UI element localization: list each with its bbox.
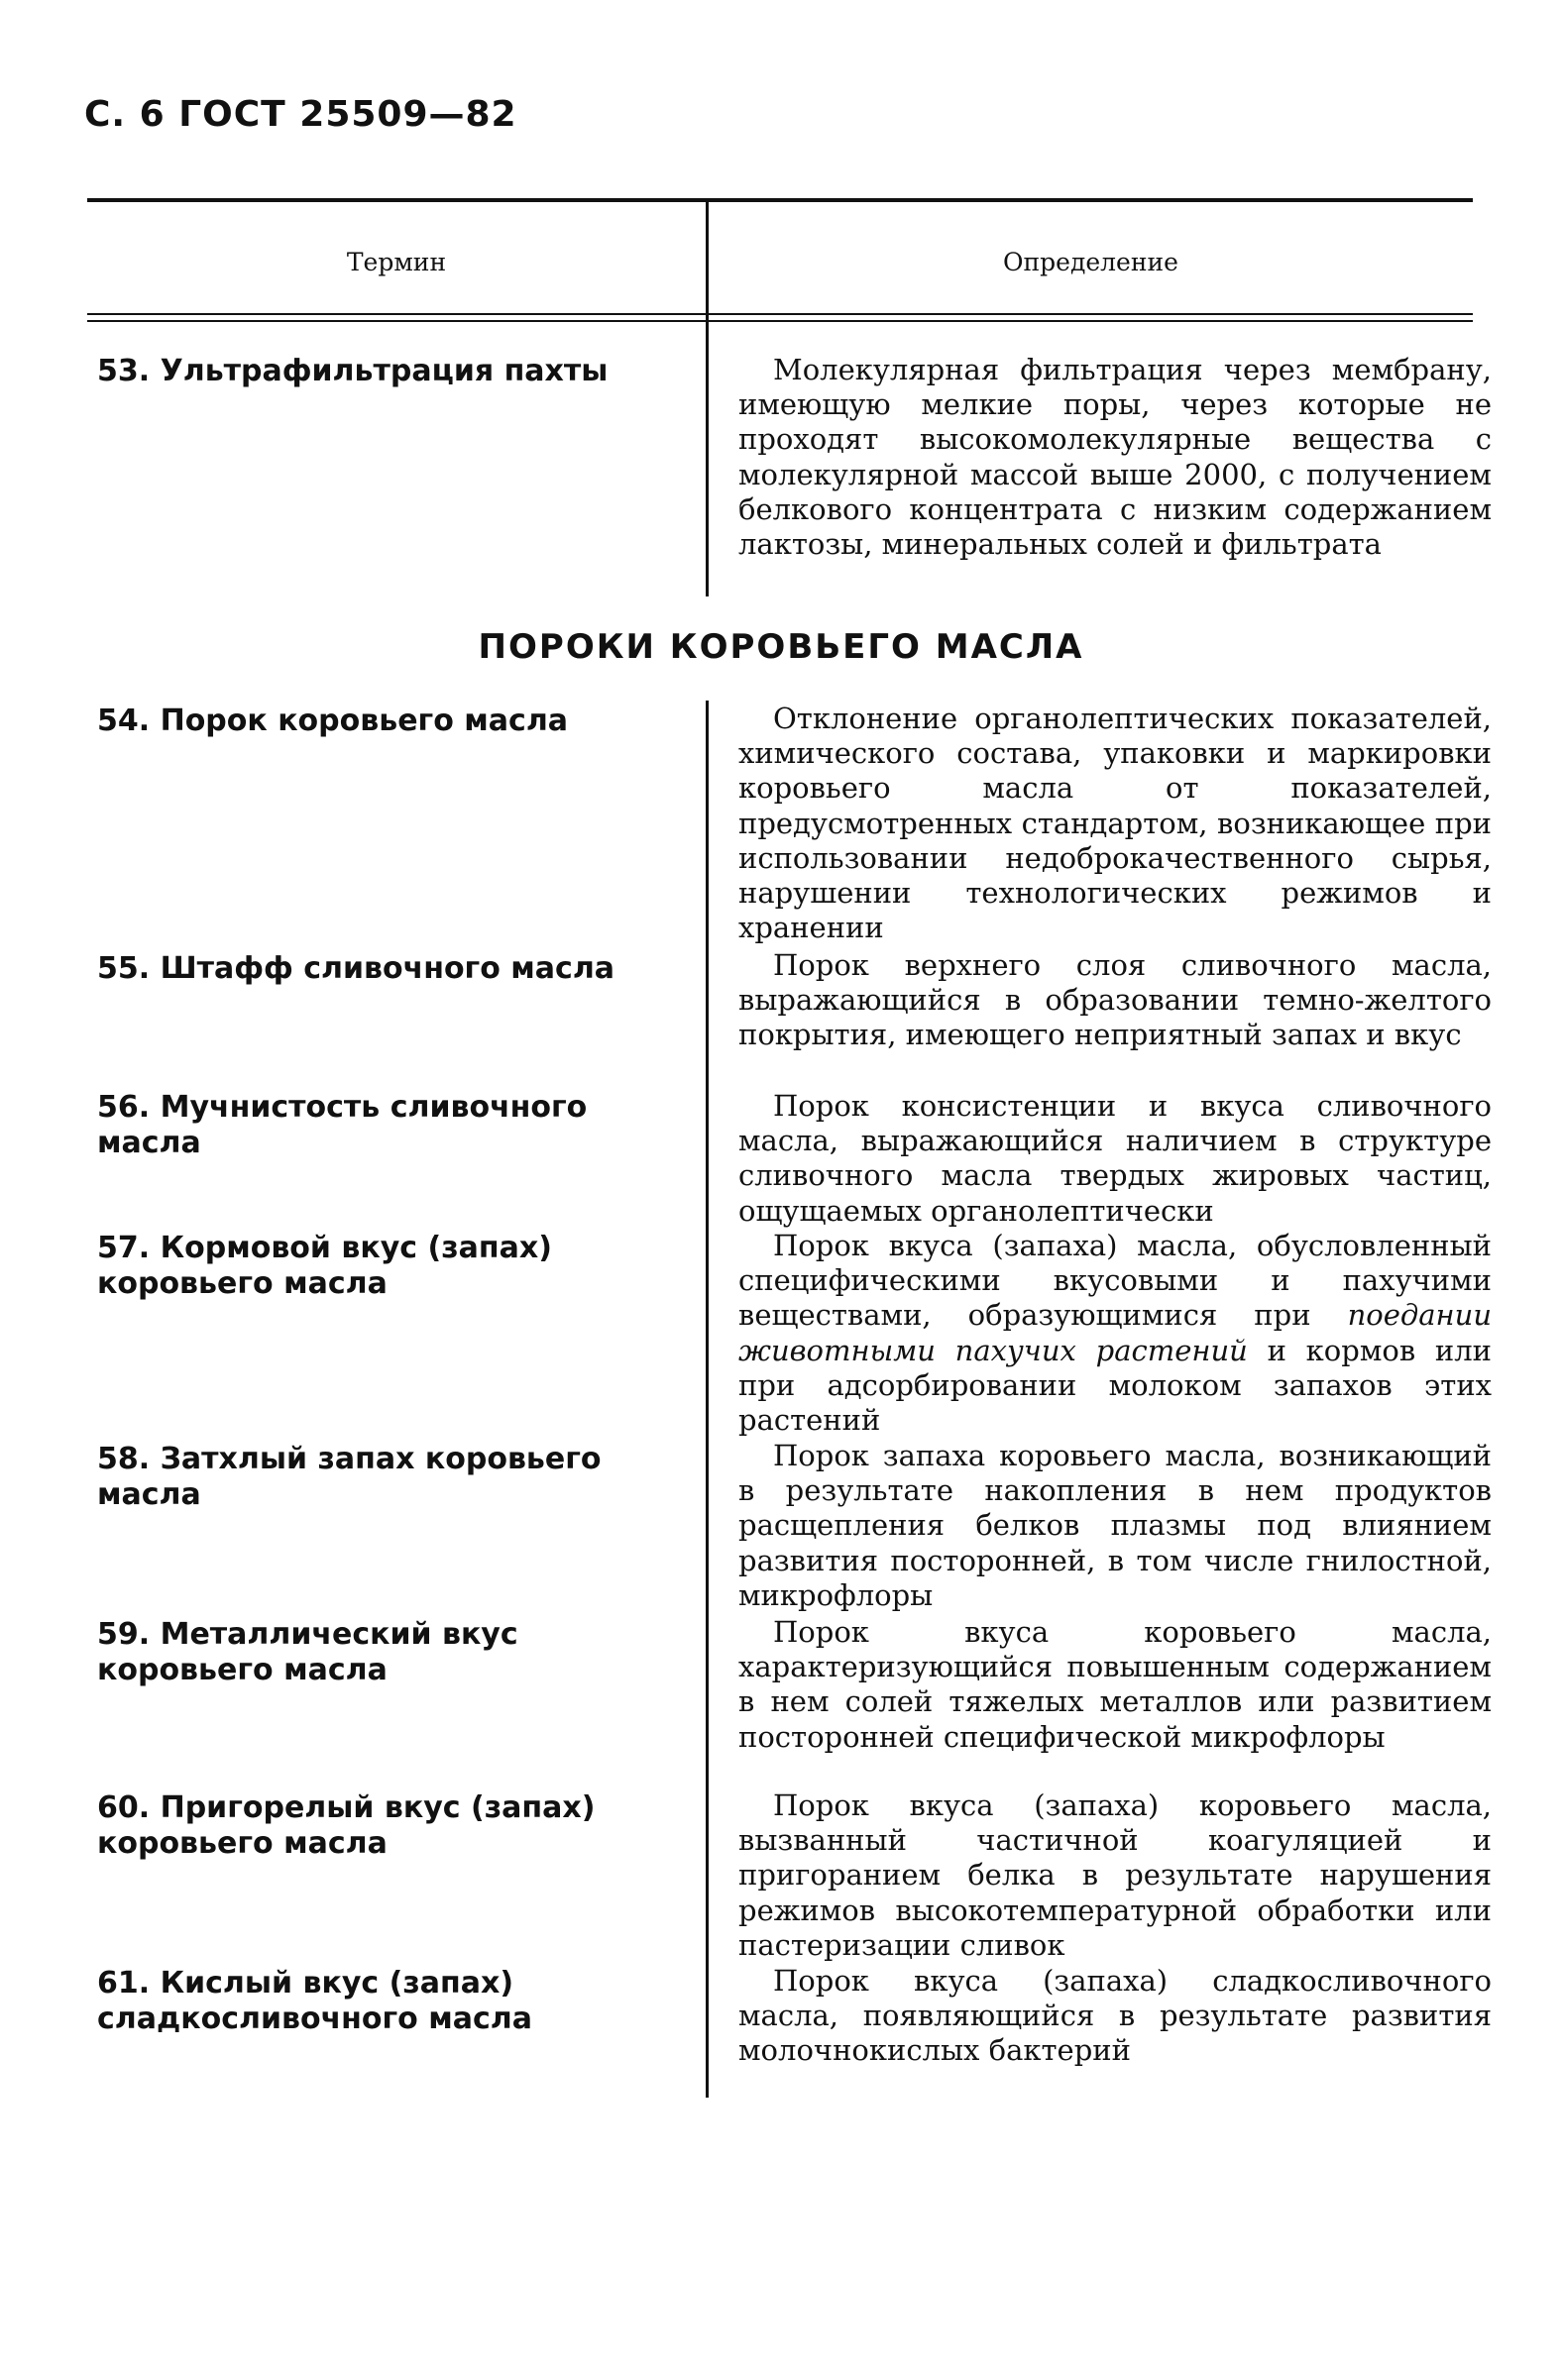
term-61: 61. Кислый вкус (запах) сладкосливочного масла bbox=[97, 1966, 532, 2036]
definition-53-text: Молекулярная фильтрация через мембрану, имеющую мелкие поры, через которые не проходят высокомолекулярные вещества с молекулярной массой выше 2000, с получением белкового концентрата с низким содержанием лактозы, минеральных солей и фильтрата bbox=[738, 353, 1492, 562]
definition-59-text: Порок вкуса коровьего масла, характеризующийся повышенным содержанием в нем солей тяжелых металлов или развитием посторонней специфической микрофлоры bbox=[738, 1615, 1492, 1754]
definition-58-text: Порок запаха коровьего масла, возникающий в результате накопления в нем продуктов расщепления белков плазмы под влиянием развития посторонней, в том числе гнилостной, микрофлоры bbox=[738, 1439, 1492, 1612]
section-title: ПОРОКИ КОРОВЬЕГО МАСЛА bbox=[478, 627, 1084, 667]
column-header-definition: Определение bbox=[1003, 248, 1178, 276]
definition-61-text: Порок вкуса (запаха) сладкосливочного масла, появляющийся в результате развития молочнокислых бактерий bbox=[738, 1964, 1492, 2068]
definition-55 bbox=[738, 948, 1492, 1053]
definition-54-text: Отклонение органолептических показателей, химического состава, упаковки и маркировки коровьего масла от показателей, предусмотренных стандартом, возникающее при использовании недоброкачественного сырья, нарушении технологических режимов и хранении bbox=[738, 702, 1492, 945]
definition-57-text-b: и кормов или при адсорбировании молоком запахов этих растений bbox=[738, 1333, 1493, 1438]
term-59: 59. Металлический вкус коровьего масла bbox=[97, 1617, 518, 1687]
term-56: 56. Мучнистость сливочного масла bbox=[97, 1090, 588, 1160]
page-header: С. 6 ГОСТ 25509—82 bbox=[84, 94, 517, 135]
definition-61 bbox=[738, 1964, 1492, 2069]
term-55: 55. Штафф сливочного масла bbox=[97, 951, 615, 986]
definition-58 bbox=[738, 1439, 1492, 1613]
header-bottom-rule bbox=[87, 313, 1473, 315]
definition-56 bbox=[738, 1089, 1492, 1229]
definition-54 bbox=[738, 702, 1492, 945]
term-57: 57. Кормовой вкус (запах) коровьего масла bbox=[97, 1231, 552, 1301]
column-divider-bottom bbox=[706, 701, 709, 2098]
term-58: 58. Затхлый запах коровьего масла bbox=[97, 1442, 602, 1512]
definition-57-italic: поедании животными пахучих растений bbox=[738, 1298, 1493, 1367]
definition-59 bbox=[738, 1615, 1492, 1755]
definition-53 bbox=[738, 353, 1492, 562]
definition-55-text: Порок верхнего слоя сливочного масла, выражающийся в образовании темно-желтого покрытия, имеющего неприятный запах и вкус bbox=[738, 948, 1492, 1052]
definition-57-text-a: Порок вкуса (запаха) масла, обусловленный специфическими вкусовыми и пахучими веществами, образующимися при bbox=[738, 1229, 1492, 1333]
column-header-term: Термин bbox=[346, 248, 447, 276]
header-bottom-rule-2 bbox=[87, 320, 1473, 322]
definition-60-text: Порок вкуса (запаха) коровьего масла, вызванный частичной коагуляцией и пригоранием белка в результате нарушения режимов высокотемпературной обработки или пастеризации сливок bbox=[738, 1788, 1492, 1962]
table-top-rule bbox=[87, 198, 1473, 202]
term-60: 60. Пригорелый вкус (запах) коровьего масла bbox=[97, 1790, 596, 1861]
definition-56-text: Порок консистенции и вкуса сливочного масла, выражающийся наличием в структуре сливочного масла твердых жировых частиц, ощущаемых органолептически bbox=[738, 1089, 1492, 1228]
term-53: 53. Ультрафильтрация пахты bbox=[97, 354, 609, 388]
definition-57 bbox=[738, 1229, 1492, 1438]
definition-60 bbox=[738, 1788, 1492, 1963]
term-54: 54. Порок коровьего масла bbox=[97, 703, 569, 738]
